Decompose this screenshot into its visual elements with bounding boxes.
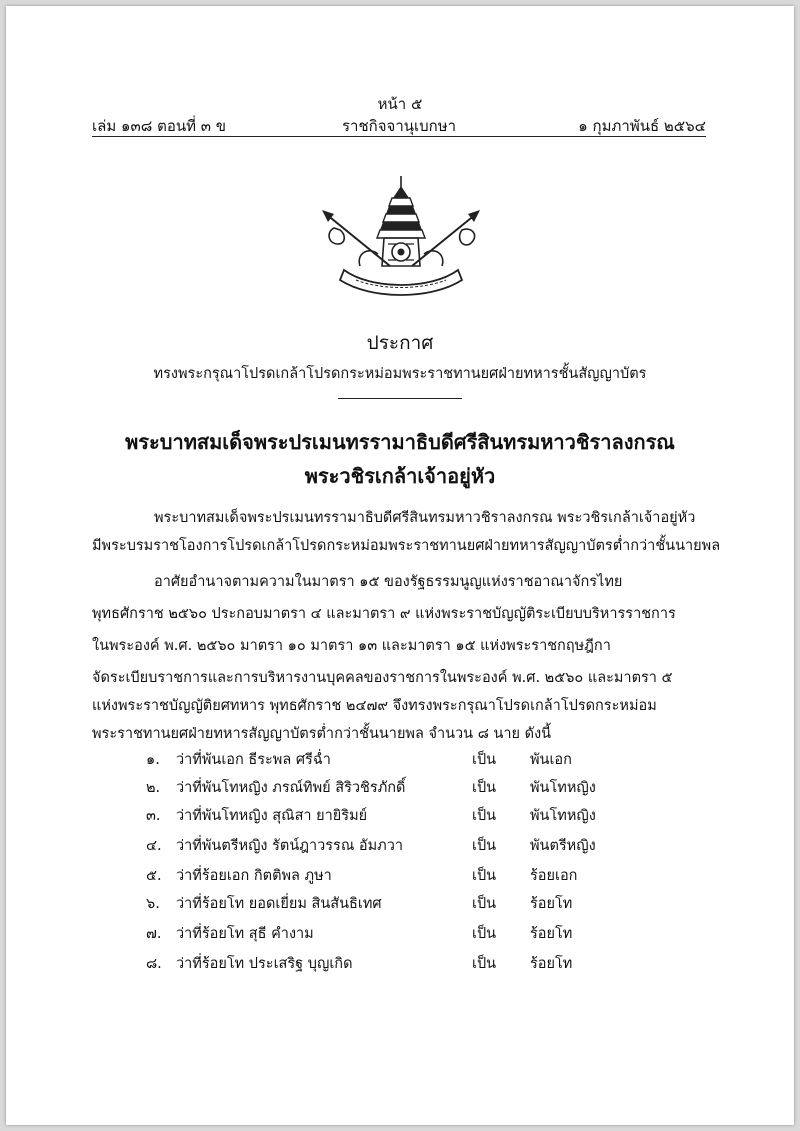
body-paragraph-2-line-1: อาศัยอำนาจตามความในมาตรา ๑๕ ของรัฐธรรมนูญแห่งราชอาณาจักรไทย [154, 574, 623, 590]
promotion-verb: เป็น [472, 896, 497, 912]
promotion-verb: เป็น [472, 868, 497, 884]
promotion-row [6, 804, 794, 828]
body-paragraph-1-line-2: มีพระบรมราชโองการโปรดเกล้าโปรดกระหม่อมพระราชทานยศฝ่ายทหารสัญญาบัตรต่ำกว่าชั้นนายพล [92, 538, 721, 554]
gazette-name: ราชกิจจานุเบกษา [342, 117, 457, 135]
promotion-number: ๒. [146, 780, 161, 796]
title-divider [338, 398, 462, 399]
promotion-verb: เป็น [472, 926, 497, 942]
body-paragraph-2-line-3: ในพระองค์ พ.ศ. ๒๕๖๐ มาตรา ๑๐ มาตรา ๑๓ และมาตรา ๑๕ แห่งพระราชกฤษฎีกา [92, 638, 611, 654]
promotion-name: ว่าที่พันโทหญิง สุณิสา ยายิริมย์ [176, 808, 368, 824]
promotion-rank: พันเอก [530, 752, 572, 768]
promotion-rank: ร้อยโท [530, 956, 573, 972]
announcement-title: ประกาศ [366, 332, 434, 354]
king-name-line-2: พระวชิรเกล้าเจ้าอยู่หัว [304, 464, 496, 488]
promotion-row [6, 834, 794, 858]
promotion-rank: พันโทหญิง [530, 808, 596, 824]
promotion-verb: เป็น [472, 808, 497, 824]
body-paragraph-2-line-6: พระราชทานยศฝ่ายทหารสัญญาบัตรต่ำกว่าชั้นนายพล จำนวน ๘ นาย ดังนี้ [92, 726, 552, 742]
promotion-name: ว่าที่ร้อยเอก กิตติพล ภูษา [176, 868, 332, 884]
promotion-number: ๓. [146, 808, 161, 824]
promotion-name: ว่าที่ร้อยโท สุธี คำงาม [176, 926, 314, 942]
promotion-verb: เป็น [472, 752, 497, 768]
promotion-row [6, 922, 794, 946]
promotion-name: ว่าที่พันตรีหญิง รัตน์ฎาวรรณ อัมภวา [176, 838, 404, 854]
promotion-number: ๖. [146, 896, 160, 912]
promotion-verb: เป็น [472, 956, 497, 972]
promotion-number: ๘. [146, 956, 162, 972]
promotion-name: ว่าที่ร้อยโท ประเสริฐ บุญเกิด [176, 956, 353, 972]
body-paragraph-2-line-2: พุทธศักราช ๒๕๖๐ ประกอบมาตรา ๔ และมาตรา ๙ แห่งพระราชบัญญัติระเบียบบริหารราชการ [92, 606, 676, 622]
promotion-rank: ร้อยโท [530, 926, 573, 942]
promotion-name: ว่าที่พันเอก ธีระพล ศรีฉ่ำ [176, 752, 331, 768]
promotion-name: ว่าที่ร้อยโท ยอดเยี่ยม สินสันธิเทศ [176, 896, 382, 912]
promotion-name: ว่าที่พันโทหญิง ภรณ์ทิพย์ สิริวชิรภักดิ์ [176, 780, 406, 796]
body-paragraph-2-line-5: แห่งพระราชบัญญัติยศทหาร พุทธศักราช ๒๔๗๙ จึงทรงพระกรุณาโปรดเกล้าโปรดกระหม่อม [92, 698, 657, 714]
promotion-number: ๕. [146, 868, 162, 884]
promotion-number: ๗. [146, 926, 162, 942]
promotion-rank: พันตรีหญิง [530, 838, 596, 854]
promotion-rank: พันโทหญิง [530, 780, 596, 796]
promotion-rank: ร้อยโท [530, 896, 573, 912]
publish-date: ๑ กุมภาพันธ์ ๒๕๖๔ [578, 117, 706, 135]
promotion-number: ๔. [146, 838, 162, 854]
promotion-rank: ร้อยเอก [530, 868, 578, 884]
page-number: หน้า ๕ [377, 95, 423, 113]
header-divider [92, 136, 706, 137]
promotion-row [6, 892, 794, 916]
promotion-number: ๑. [146, 752, 160, 768]
volume-issue: เล่ม ๑๓๘ ตอนที่ ๓ ข [92, 117, 227, 135]
promotion-verb: เป็น [472, 838, 497, 854]
royal-emblem-icon [316, 174, 486, 299]
body-paragraph-1-line-1: พระบาทสมเด็จพระปรเมนทรรามาธิบดีศรีสินทรมหาวชิราลงกรณ พระวชิรเกล้าเจ้าอยู่หัว [154, 510, 696, 526]
announcement-subtitle: ทรงพระกรุณาโปรดเกล้าโปรดกระหม่อมพระราชทานยศฝ่ายทหารชั้นสัญญาบัตร [153, 366, 647, 382]
promotion-row [6, 864, 794, 888]
body-paragraph-2-line-4: จัดระเบียบราชการและการบริหารงานบุคคลของราชการในพระองค์ พ.ศ. ๒๕๖๐ และมาตรา ๕ [92, 670, 673, 686]
document-page [6, 6, 794, 1125]
promotion-verb: เป็น [472, 780, 497, 796]
king-name-line-1: พระบาทสมเด็จพระปรเมนทรรามาธิบดีศรีสินทรมหาวชิราลงกรณ [125, 430, 675, 454]
promotion-row [6, 748, 794, 772]
promotion-row [6, 952, 794, 976]
promotion-row [6, 776, 794, 800]
